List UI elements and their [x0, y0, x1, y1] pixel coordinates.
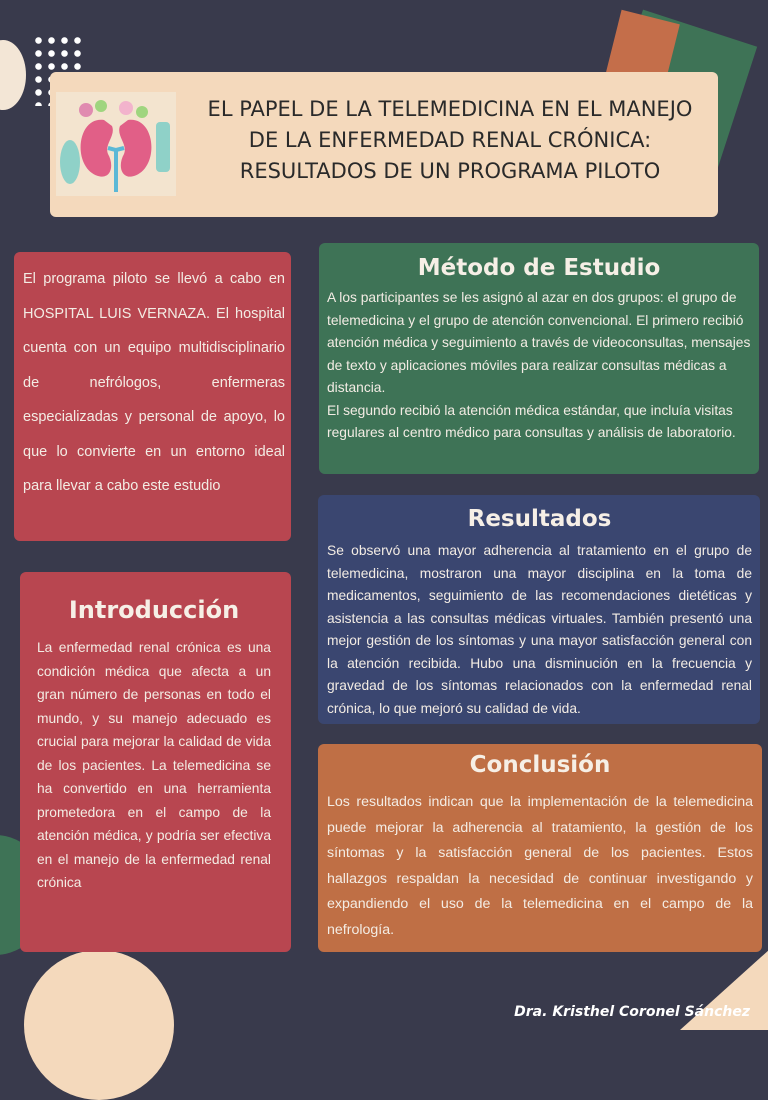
metodo-panel	[319, 243, 759, 474]
conclusion-text: Los resultados indican que la implementación de la telemedicina puede mejorar la adherencia al tratamiento, la gestión de los síntomas y la satisfacción general de los pacientes. Estos hallazgos respaldan la necesidad de continuar investigando y expandiendo el uso de la telemedicina en el campo de la nefrología.	[327, 794, 753, 938]
resultados-heading: Resultados	[467, 506, 612, 532]
conclusion-panel	[318, 744, 762, 952]
kidneys-icon	[56, 92, 176, 196]
resultados-panel	[318, 495, 760, 724]
resultados-text: Se observó una mayor adherencia al tratamiento en el grupo de telemedicina, mostraron una mayor disciplina en la toma de medicamentos, seguimiento de las recomendaciones dietéticas y asistencia a las consultas médicas virtuales. También presentó una mejor gestión de los síntomas y una mayor satisfacción general con la atención recibida. Hubo una disminución en la frecuencia y gravedad de los síntomas relacionados con la enfermedad renal crónica, lo que mejoró su calidad de vida.	[327, 543, 752, 716]
hospital-info-box	[14, 252, 291, 541]
metodo-heading: Método de Estudio	[417, 255, 661, 281]
title-banner	[50, 72, 718, 217]
hospital-info-text: El programa piloto se llevó a cabo en HOSPITAL LUIS VERNAZA. El hospital cuenta con un equipo multidisciplinario de nefrólogos, enfermeras especializadas y personal de apoyo, lo que lo convierte en un entorno ideal para llevar a cabo este estudio	[23, 271, 285, 494]
introduccion-panel	[20, 572, 291, 952]
deco-cream-circle-bottom	[24, 950, 174, 1100]
metodo-paragraph-1: A los participantes se les asignó al azar en dos grupos: el grupo de telemedicina y el grupo de atención convencional. El primero recibió atención médica y seguimiento a través de videoconsultas, mensajes de texto y aplicaciones móviles para realizar consultas médicas a distancia.	[327, 290, 751, 395]
introduccion-text: La enfermedad renal crónica es una condición médica que afecta a un gran número de personas en todo el mundo, y su manejo adecuado es crucial para mejorar la calidad de vida de los pacientes. La telemedicina se ha convertido en una herramienta prometedora en el campo de la atención médica, y podría ser efectiva en el manejo de la enfermedad renal crónica	[37, 640, 271, 890]
deco-circle-top-left	[0, 40, 26, 110]
conclusion-heading: Conclusión	[469, 752, 611, 778]
author-name: Dra. Kristhel Coronel Sánchez	[514, 1004, 750, 1020]
kidneys-image	[56, 92, 176, 196]
metodo-paragraph-2: El segundo recibió la atención médica estándar, que incluía visitas regulares al centro médico para consultas y análisis de laboratorio.	[327, 402, 736, 440]
poster-title: EL PAPEL DE LA TELEMEDICINA EN EL MANEJO DE LA ENFERMEDAD RENAL CRÓNICA: RESULTADOS DE UN PROGRAMA PILOTO	[207, 97, 693, 183]
introduccion-heading: Introducción	[68, 596, 240, 624]
